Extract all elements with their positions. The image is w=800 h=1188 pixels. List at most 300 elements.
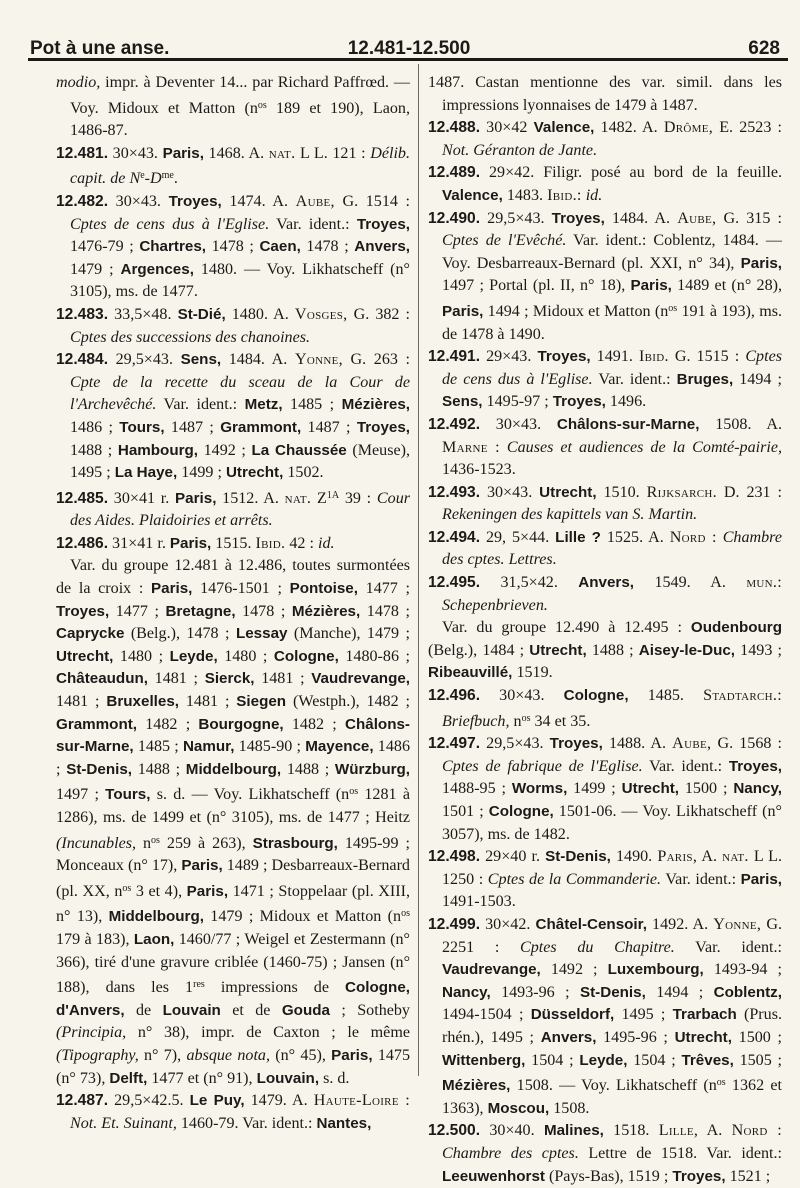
place-name: Worms, — [511, 780, 568, 798]
document-title: Cptes de cens dus à l'Eglise. — [70, 215, 270, 233]
entry-text: s. d. — [319, 1069, 350, 1087]
place-name: Mézières, — [291, 602, 361, 620]
entry-text: 1479. A. — [244, 1092, 314, 1110]
entry-text: 259 à 263), — [159, 834, 253, 852]
place-name: Cologne, d'Anvers, — [56, 979, 410, 1019]
place-name: Hambourg, — [117, 441, 199, 459]
entry-text: 31×41 r. — [108, 534, 170, 552]
place-name: Paris, — [740, 254, 782, 272]
archive-label: Aube, — [672, 735, 712, 753]
catalog-entry — [428, 733, 782, 846]
entry-text: 30×42 — [480, 119, 534, 137]
place-name: Aisey-le-Duc, — [638, 641, 736, 659]
place-name: Paris, — [151, 580, 193, 598]
place-name: St-Dié, — [177, 305, 226, 323]
entry-text: 1480 ; — [217, 647, 274, 665]
entry-number: 12.488. — [428, 119, 481, 137]
entry-text: 1508. — [549, 1099, 590, 1117]
entry-text: G. 263 : — [342, 351, 411, 369]
place-name: Strasbourg, — [252, 834, 338, 852]
entry-text: Var. ident.: — [592, 370, 677, 388]
place-name: Troyes, — [549, 735, 603, 753]
entry-text: 29,5×43. — [108, 351, 181, 369]
right-column — [428, 72, 782, 1188]
entry-text: 1460-79. Var. ident.: — [176, 1114, 317, 1132]
entry-text: 1493-94 ; — [703, 961, 782, 979]
entry-text: 1482 ; — [137, 715, 199, 733]
document-title: (Tipography, — [56, 1046, 139, 1064]
entry-text: E. 2523 : — [713, 119, 782, 137]
entry-text: 1491-1503. — [442, 893, 516, 911]
entry-text: 1481 ; — [179, 693, 237, 711]
place-name: Vaudrevange, — [311, 670, 411, 688]
place-name: Troyes, — [56, 602, 110, 620]
entry-text: 30×43. — [480, 483, 540, 501]
entry-text: 30×41 r. — [108, 489, 176, 507]
place-name: Gouda — [281, 1001, 330, 1019]
entry-text: 1484. A. — [221, 351, 295, 369]
document-title: Cptes de fabrique de l'Eglise. — [442, 757, 643, 775]
catalog-entry — [56, 533, 410, 556]
document-title: Cptes de l'Evêché. — [442, 232, 567, 250]
entry-text — [500, 439, 507, 456]
place-name: Lille ? — [555, 528, 601, 546]
archive-label: Drôme, — [663, 119, 714, 137]
place-name: Paris, — [331, 1046, 373, 1064]
entry-text: Var. ident.: — [642, 757, 729, 775]
place-name: Leyde, — [169, 647, 218, 665]
entry-text: n — [136, 834, 152, 852]
place-name: Würzburg, — [334, 760, 410, 778]
archive-label: Ibid.: — [547, 186, 582, 204]
entry-text: 1480. — Voy. Likhatscheff (n° 3105), ms. de 1477. — [70, 260, 410, 301]
superscript: os — [349, 786, 359, 798]
catalog-entry — [56, 191, 410, 304]
place-name: Troyes, — [356, 418, 410, 436]
entry-text: 1476-79 ; — [70, 238, 140, 256]
entry-text: 29,5×42.5. — [108, 1092, 190, 1110]
archive-label: Haute-Loire : — [313, 1092, 410, 1110]
archive-label: Vosges, — [294, 305, 348, 323]
entry-text: 1362 et 1363), — [442, 1077, 782, 1117]
document-title: Cptes du Chapitre. — [520, 938, 675, 956]
entry-text: G. 1568 : — [711, 735, 783, 753]
entry-text: 189 et 190), Laon, 1486-87. — [70, 99, 410, 140]
header-rule — [28, 58, 788, 61]
place-name: Leyde, — [579, 1051, 628, 1069]
place-name: Pontoise, — [289, 580, 358, 598]
archive-label: Yonne, — [713, 915, 762, 933]
entry-text: 1494 ; — [733, 370, 782, 388]
place-name: Utrecht, — [529, 641, 587, 659]
place-name: Trêves, — [681, 1051, 734, 1069]
entry-text: 33,5×48. — [108, 305, 178, 323]
catalog-entry — [428, 414, 782, 482]
entry-text: 1491. — [590, 348, 639, 366]
place-name: Tours, — [119, 418, 165, 436]
place-name: Delft, — [109, 1069, 148, 1087]
entry-text: 1510. — [596, 483, 647, 501]
entry-text: 1494 ; Midoux et Matton (n — [483, 302, 669, 320]
entry-text: 1479 ; — [70, 260, 121, 278]
catalog-entry — [56, 349, 410, 485]
entry-text: 1487 ; — [164, 418, 221, 436]
entry-text: 1477 ; — [109, 602, 166, 620]
superscript: res — [193, 979, 205, 991]
entry-text: Var. ident.: — [674, 938, 782, 956]
superscript: os — [401, 908, 410, 920]
entry-text: 1492. A. — [646, 915, 714, 933]
entry-text: Var. du groupe 12.481 à 12.486, toutes surmontées de la croix : — [56, 557, 410, 598]
document-title: Briefbuch, — [442, 712, 510, 730]
entry-text: Var. ident.: Coblentz, 1484. — Voy. Desbarreaux-Bernard (pl. XXI, n° 34), — [442, 232, 782, 272]
place-name: Lessay — [235, 625, 288, 643]
document-title: Cpte de la recette du sceau de la Cour de l'Archevêché. — [70, 373, 410, 414]
entry-text: (Manche), 1479 ; — [287, 625, 410, 643]
document-title: -D — [144, 170, 162, 188]
place-name: Troyes, — [552, 393, 606, 411]
place-name: Nancy, — [733, 780, 782, 798]
entry-text: 1487 ; — [301, 418, 357, 436]
document-title: (Incunables, — [56, 834, 136, 852]
entry-number: 12.485. — [56, 489, 109, 507]
entry-text: 1490. — [610, 848, 658, 866]
entry-text: 1471 ; Stoppelaar (pl. XIII, n° 13), — [56, 882, 411, 926]
entry-continuation — [428, 617, 782, 685]
place-name: Mézières, — [442, 1077, 511, 1095]
entry-text: 29,5×43. — [480, 735, 550, 753]
place-name: Mayence, — [305, 738, 374, 756]
entry-text: 1488 ; — [70, 441, 118, 459]
entry-text: 29×40 r. — [480, 848, 546, 866]
place-name: Louvain, — [256, 1069, 320, 1087]
place-name: Bourgogne, — [198, 715, 284, 733]
place-name: Utrecht, — [225, 464, 284, 482]
place-name: Cologne, — [563, 687, 629, 705]
entry-text: et de — [220, 1001, 282, 1019]
place-name: Utrecht, — [56, 647, 114, 665]
entry-text: 1460/77 ; Weigel et Zestermann (n° 366), tiré d'une gravure criblée (1460-75) ; Jansen (n° 188), dans les 1 — [56, 930, 410, 997]
entry-text: 1485. — [628, 687, 704, 705]
entry-text: 1485-90 ; — [234, 738, 306, 756]
catalog-entry — [56, 304, 410, 349]
entry-text: 1519. — [512, 664, 553, 682]
entry-text: 1488 ; — [586, 641, 639, 659]
entry-text: 1488 ; — [132, 760, 186, 778]
entry-text: 1521 ; — [725, 1167, 771, 1185]
entry-text: 1481 ; — [56, 693, 107, 711]
entry-text: 1502. — [283, 464, 324, 482]
entry-text: 1508. — Voy. Likhatscheff (n — [510, 1077, 717, 1095]
entry-range: 12.481-12.500 — [347, 38, 471, 59]
place-name: Troyes, — [672, 1167, 726, 1185]
archive-label: nat. — [722, 848, 749, 866]
place-name: Troyes, — [356, 215, 410, 233]
entry-text: 1479 ; Midoux et Matton (n — [203, 908, 402, 926]
entry-text: (Belg.), 1478 ; — [124, 625, 236, 643]
entry-number: 12.484. — [56, 351, 109, 369]
entry-number: 12.492. — [428, 415, 481, 433]
entry-number: 12.483. — [56, 305, 109, 323]
entry-text: 1525. A. — [600, 528, 670, 546]
document-title: Cour des Aides. Plaidoiries et arrêts. — [70, 489, 410, 530]
place-name: Anvers, — [354, 238, 410, 256]
place-name: Troyes, — [537, 348, 591, 366]
entry-text: 1488 ; — [281, 760, 335, 778]
entry-text: 1485 ; — [282, 396, 342, 414]
entry-text: 1482 ; — [283, 715, 346, 733]
document-title: Cptes des successions des chanoines. — [70, 328, 311, 346]
entry-text: A. — [697, 848, 723, 866]
entry-text: 30×43. — [480, 687, 564, 705]
entry-text: n — [509, 712, 522, 730]
superscript: os — [151, 834, 160, 846]
place-name: Coblentz, — [713, 983, 782, 1001]
entry-text: 1488-95 ; — [442, 780, 512, 798]
place-name: Chartres, — [139, 238, 206, 256]
place-name: Namur, — [182, 738, 235, 756]
entry-text: 1492 ; — [198, 441, 252, 459]
document-title: (Principia, — [56, 1024, 127, 1042]
catalog-entry — [428, 1120, 782, 1188]
document-title: modio, — [56, 74, 101, 91]
entry-text: 1477 et (n° 91), — [147, 1069, 257, 1087]
archive-label: Marne : — [442, 438, 500, 456]
place-name: Sens, — [442, 393, 483, 411]
place-name: Trarbach — [672, 1006, 737, 1024]
catalog-entry — [428, 162, 782, 207]
place-name: Louvain — [162, 1001, 221, 1019]
entry-text: 1494-1504 ; — [442, 1006, 531, 1024]
place-name: La Haye, — [114, 464, 178, 482]
entry-text: 1495-99 ; Monceaux (n° 17), — [56, 834, 410, 875]
place-name: Paris, — [740, 870, 782, 888]
superscript: os — [122, 882, 132, 894]
entry-text: 1515. — [211, 534, 256, 552]
entry-text: 1484. A. — [604, 209, 678, 227]
entry-text: 1504 ; — [525, 1051, 580, 1069]
entry-text: 1505 ; — [733, 1051, 783, 1069]
place-name: Cologne, — [273, 647, 339, 665]
entry-text: 1482. A. — [594, 119, 664, 137]
place-name: Utrecht, — [621, 780, 679, 798]
entry-text: 1468. A. — [203, 144, 269, 162]
place-name: Metz, — [244, 396, 283, 414]
entry-text: 30×40. — [480, 1122, 544, 1140]
entry-text: L L. 121 : — [295, 144, 371, 162]
entry-text: 1501-06. — Voy. Likhatscheff (n° 3057), ms. de 1482. — [442, 803, 782, 843]
place-name: Paris, — [630, 277, 672, 295]
archive-label: Paris, — [657, 848, 698, 866]
entry-text: Lettre de 1518. Var. ident.: — [578, 1144, 782, 1162]
place-name: Utrecht, — [539, 483, 597, 501]
entry-text: s. d. — Voy. Likhatscheff (n — [150, 786, 350, 804]
place-name: St-Denis, — [66, 760, 133, 778]
entry-number: 12.496. — [428, 687, 481, 705]
left-column — [56, 72, 410, 1135]
entry-continuation — [56, 555, 410, 1090]
entry-continuation — [56, 72, 410, 143]
document-title: Chambre des cptes. — [442, 1144, 579, 1162]
entry-text: 1475 (n° 73), — [56, 1046, 411, 1087]
place-name: Moscou, — [487, 1099, 550, 1117]
place-name: Sierck, — [204, 670, 255, 688]
entry-text: 1492 ; — [540, 961, 608, 979]
document-title: Rekeningen des kapittels van S. Martin. — [442, 506, 698, 524]
archive-label: Rijksarch. — [646, 483, 717, 501]
catalog-entry — [56, 485, 410, 533]
entry-text: impr. à Deventer 14... par Richard Paffrœd. — Voy. Midoux et Matton (n — [70, 74, 410, 117]
place-name: Paris, — [175, 489, 217, 507]
entry-number: 12.487. — [56, 1092, 109, 1110]
entry-text: 1481 ; — [254, 670, 312, 688]
entry-text: (Westph.), 1482 ; — [286, 693, 410, 711]
entry-number: 12.499. — [428, 915, 481, 933]
place-name: Paris, — [186, 882, 229, 900]
archive-label: Ibid. — [255, 534, 286, 552]
page-header — [30, 30, 788, 60]
entry-text: 179 à 183), — [56, 930, 134, 948]
entry-text: 1501 ; — [442, 803, 489, 820]
archive-label: Lille, — [658, 1122, 699, 1140]
entry-text: 1496. — [605, 393, 647, 411]
place-name: Bretagne, — [165, 602, 236, 620]
catalog-entry — [428, 527, 782, 572]
entry-text: 1474. A. — [221, 192, 296, 210]
place-name: St-Denis, — [579, 983, 646, 1001]
document-title: Causes et audiences de la Comté-pairie, — [506, 438, 783, 456]
entry-text: 1476-1501 ; — [192, 580, 290, 598]
catalog-entry — [428, 346, 782, 414]
entry-text: . — [173, 170, 178, 188]
archive-label: Nord : — [731, 1122, 782, 1140]
superscript: 1A — [326, 489, 340, 501]
place-name: Utrecht, — [674, 1028, 732, 1046]
superscript: me — [161, 170, 174, 182]
catalog-entry — [428, 846, 782, 914]
place-name: Ribeauvillé, — [428, 664, 513, 682]
entry-number: 12.494. — [428, 528, 481, 546]
page-number: 628 — [748, 38, 780, 59]
entry-text: ; Sotheby — [329, 1001, 410, 1019]
place-name: Leeuwenhorst — [442, 1167, 545, 1185]
place-name: Laon, — [133, 930, 175, 948]
entry-text: 1486 ; — [70, 418, 120, 436]
entry-text: 1508. A. — [699, 415, 782, 433]
entry-text: Var. du groupe 12.490 à 12.495 : — [442, 619, 691, 637]
entry-number: 12.490. — [428, 209, 481, 227]
place-name: Düsseldorf, — [530, 1006, 615, 1024]
place-name: Anvers, — [578, 574, 635, 592]
entry-text: 1495-97 ; — [482, 393, 553, 411]
entry-text: impressions de — [204, 979, 346, 997]
entry-number: 12.498. — [428, 848, 481, 866]
column-divider — [418, 64, 419, 1076]
entry-text: 1518. — [603, 1122, 659, 1140]
document-title: Cptes de la Commanderie. — [487, 870, 662, 888]
entry-text: 1549. A. — [634, 574, 747, 592]
superscript: e — [140, 170, 145, 182]
place-name: La Chaussée — [251, 441, 347, 459]
place-name: Bruxelles, — [106, 693, 180, 711]
document-title: Not. Et. Suinant, — [70, 1114, 177, 1132]
place-name: Châlons-sur-Marne, — [556, 415, 700, 433]
entry-text: 1504 ; — [627, 1051, 682, 1069]
place-name: Siegen — [236, 693, 287, 711]
archive-label: Yonne, — [294, 351, 343, 369]
entry-number: 12.493. — [428, 483, 481, 501]
document-title: id. — [317, 534, 335, 552]
entry-text: 1486 ; — [56, 738, 410, 778]
place-name: Luxembourg, — [607, 961, 704, 979]
archive-label: mun.: — [746, 574, 783, 592]
place-name: Châteaudun, — [56, 670, 148, 688]
entry-text: (n° 45), — [270, 1046, 332, 1064]
place-name: Malines, — [543, 1122, 604, 1140]
catalog-entry — [428, 914, 782, 1120]
entry-text: A. — [698, 1122, 732, 1140]
running-title: Pot à une anse. — [30, 38, 170, 59]
entry-text: de — [124, 1001, 163, 1019]
entry-text: (Belg.), 1484 ; — [428, 641, 530, 659]
archive-label: nat. — [284, 489, 312, 507]
entry-text: 3 et 4), — [131, 882, 187, 900]
entry-text: 1512. A. — [216, 489, 285, 507]
entry-text: 1493-96 ; — [490, 983, 580, 1001]
entry-text: 1487. Castan mentionne des var. simil. dans les impressions lyonnaises de 1479 à 1487. — [428, 74, 782, 114]
place-name: Troyes, — [168, 192, 222, 210]
document-title: Schepenbrieven. — [442, 596, 548, 614]
archive-label: Aube, — [677, 209, 717, 227]
entry-text: 1481 ; — [147, 670, 205, 688]
place-name: Caprycke — [56, 625, 125, 643]
entry-text: 1489 et (n° 28), — [671, 277, 782, 295]
archive-label: Nord : — [669, 528, 717, 546]
entry-text: 1495-96 ; — [596, 1028, 675, 1046]
place-name: Oudenbourg — [690, 619, 782, 637]
entry-text: 30×42. — [480, 915, 536, 933]
entry-text: 30×43. — [108, 144, 163, 162]
document-title: Cptes de cens dus à l'Eglise. — [442, 348, 782, 388]
place-name: Bruges, — [676, 370, 734, 388]
entry-text: Var. ident.: — [269, 215, 357, 233]
superscript: os — [668, 302, 678, 314]
entry-text: Z — [311, 489, 327, 507]
entry-text: 1500 ; — [731, 1028, 782, 1046]
place-name: Paris, — [169, 534, 212, 552]
entry-text: 1500 ; — [679, 780, 734, 798]
entry-text: 42 : — [285, 534, 318, 552]
place-name: Anvers, — [540, 1028, 597, 1046]
superscript: os — [716, 1077, 726, 1089]
place-name: Paris, — [162, 144, 204, 162]
entry-text: D. 231 : — [716, 483, 782, 501]
place-name: Châlons-sur-Marne, — [56, 715, 410, 756]
place-name: Valence, — [533, 119, 595, 137]
entry-text: 29,5×43. — [480, 209, 552, 227]
entry-text: G. 315 : — [716, 209, 783, 227]
entry-number: 12.495. — [428, 574, 481, 592]
entry-text: 39 : — [339, 489, 377, 507]
place-name: Troyes, — [728, 757, 782, 775]
place-name: Grammont, — [220, 418, 302, 436]
entry-text: G. 382 : — [347, 305, 411, 323]
entry-text: 1483. — [502, 186, 548, 204]
entry-text: 1477 ; — [357, 580, 410, 598]
entry-text: 29×42. Filigr. posé au bord de la feuille. — [480, 164, 782, 182]
catalog-entry — [56, 1090, 410, 1135]
entry-text: Var. ident.: — [156, 396, 245, 414]
